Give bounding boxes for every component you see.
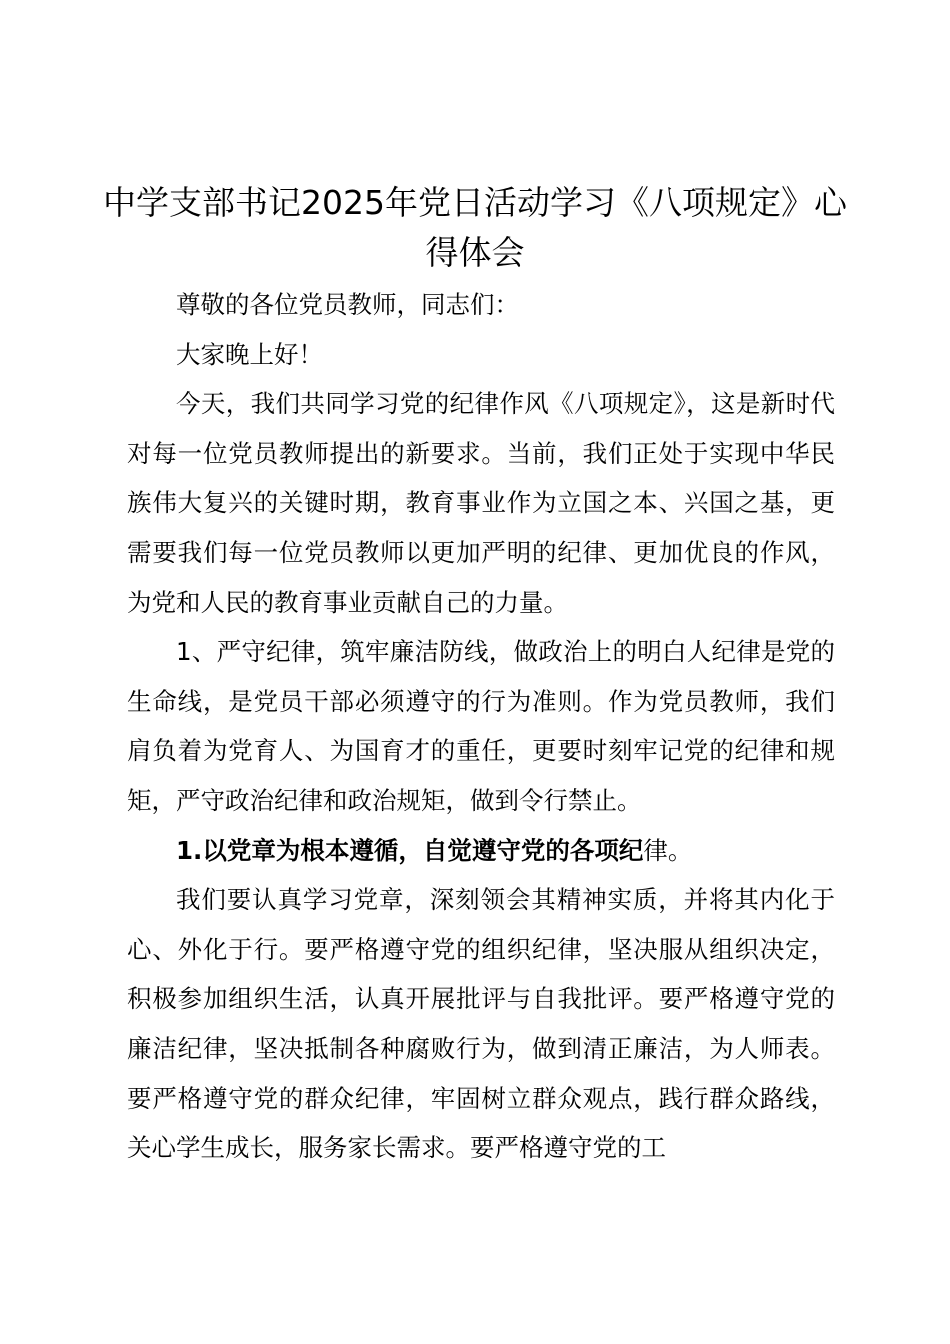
intro-paragraph: 今天，我们共同学习党的纪律作风《八项规定》，这是新时代对每一位党员教师提出的新要求。当前，我们正处于实现中华民族伟大复兴的关键时期，教育事业作为立国之本、兴国之基，更需要我们每一位党员教师以更加严明的纪律、更加优良的作风，为党和人民的教育事业贡献自己的力量。: [127, 389, 835, 617]
document-body: [127, 280, 835, 1173]
subheading-normal-text: 律。: [643, 835, 693, 865]
section-1-body-paragraph: 我们要认真学习党章，深刻领会其精神实质，并将其内化于心、外化于行。要严格遵守党的组织纪律，坚决服从组织决定，积极参加组织生活，认真开展批评与自我批评。要严格遵守党的廉洁纪律，坚决抵制各种腐败行为，做到清正廉洁，为人师表。要严格遵守党的群众纪律，牢固树立群众观点，践行群众路线，关心学生成长，服务家长需求。要严格遵守党的工: [127, 885, 835, 1163]
greeting: 大家晚上好！: [176, 339, 323, 369]
section-1-paragraph: 1、严守纪律，筑牢廉洁防线，做政治上的明白人纪律是党的生命线，是党员干部必须遵守的行为准则。作为党员教师，我们肩负着为党育人、为国育才的重任，更要时刻牢记党的纪律和规矩，严守政治纪律和政治规矩，做到令行禁止。: [127, 637, 835, 815]
subheading: [127, 826, 835, 876]
salutation: 尊敬的各位党员教师，同志们：: [176, 290, 519, 319]
document-title: 中学支部书记2025年党日活动学习《八项规定》心得体会: [103, 183, 847, 272]
subheading-bold-text: 1.以党章为根本遵循，自觉遵守党的各项纪: [176, 835, 644, 865]
